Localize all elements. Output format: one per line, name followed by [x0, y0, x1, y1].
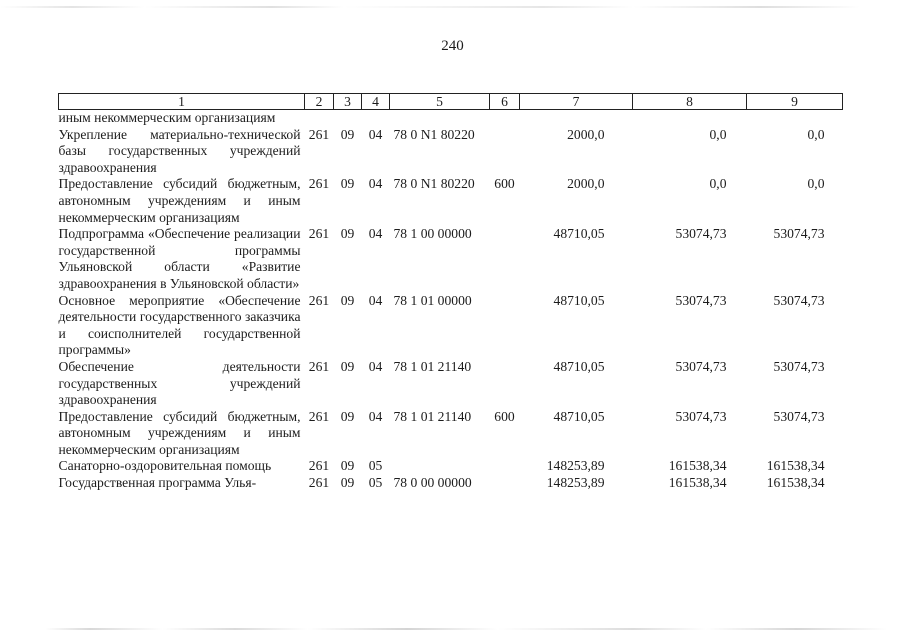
budget-table — [58, 93, 843, 492]
cell-amount-col8: 0,0 — [709, 176, 727, 192]
cell-amount-col8: 53074,73 — [675, 226, 727, 242]
cell-subsection-code: 04 — [368, 126, 383, 142]
cell-amount-col8: 0,0 — [709, 126, 727, 142]
row-name: Государственная программа Улья- — [58, 475, 257, 491]
cell-target-code — [390, 110, 490, 127]
scan-artifact-top — [0, 6, 905, 8]
column-header: 3 — [334, 94, 362, 110]
cell-amount-col8: 53074,73 — [675, 358, 727, 374]
cell-target-code: 78 0 00 00000 — [393, 475, 472, 491]
cell-amount-col9: 0,0 — [807, 176, 825, 192]
cell-amount-col9: 53074,73 — [773, 226, 825, 242]
cell-target-code: 78 1 01 21140 — [393, 358, 472, 374]
cell-amount-col9: 0,0 — [807, 126, 825, 142]
cell-amount-col7: 48710,05 — [553, 408, 605, 424]
table-row — [59, 409, 843, 459]
table-row — [59, 110, 843, 127]
cell-section-code — [334, 110, 362, 127]
cell-target-code: 78 1 01 00000 — [393, 292, 472, 308]
cell-amount-col9: 53074,73 — [773, 292, 825, 308]
column-header: 1 — [59, 94, 305, 110]
table-row — [59, 176, 843, 226]
cell-amount-col7: 148253,89 — [546, 475, 605, 491]
page-number: 240 — [441, 38, 464, 54]
cell-ministry-code: 261 — [308, 458, 330, 474]
column-header: 8 — [633, 94, 747, 110]
cell-section-code: 09 — [340, 475, 355, 491]
cell-target-code: 78 1 00 00000 — [393, 226, 472, 242]
cell-amount-col7: 48710,05 — [553, 226, 605, 242]
cell-ministry-code: 261 — [308, 358, 330, 374]
table-row — [59, 226, 843, 292]
row-name: Обеспечение деятельности государственных учреждений здравоохранения — [58, 358, 301, 408]
cell-expense-type: 600 — [494, 176, 515, 192]
cell-target-code: 78 0 N1 80220 — [393, 126, 475, 142]
column-header: 7 — [520, 94, 633, 110]
cell-amount-col9: 161538,34 — [766, 475, 825, 491]
cell-subsection-code: 04 — [368, 226, 383, 242]
cell-subsection-code: 05 — [368, 458, 383, 474]
cell-amount-col8: 53074,73 — [675, 408, 727, 424]
cell-section-code: 09 — [340, 126, 355, 142]
cell-amount-col9: 53074,73 — [773, 408, 825, 424]
cell-subsection-code: 04 — [368, 408, 383, 424]
cell-amount-col8: 161538,34 — [668, 458, 727, 474]
cell-expense-type — [490, 475, 520, 492]
row-name: Укрепление материально-технической базы государственных учреждений здравоохранения — [58, 126, 301, 175]
header-row — [59, 94, 843, 110]
cell-amount-col7: 2000,0 — [567, 126, 605, 142]
cell-subsection-code: 05 — [368, 475, 383, 491]
column-header: 5 — [390, 94, 490, 110]
cell-amount-col9: 53074,73 — [773, 358, 825, 374]
row-name: Предоставление субсидий бюджетным, автономным учреждениям и иным некоммерческим организациям — [58, 176, 301, 225]
cell-expense-type: 600 — [494, 408, 515, 424]
table-row — [59, 475, 843, 492]
cell-amount-col7: 2000,0 — [567, 176, 605, 192]
cell-expense-type — [490, 359, 520, 409]
cell-amount-col8 — [633, 110, 747, 127]
cell-expense-type — [490, 458, 520, 475]
cell-ministry-code: 261 — [308, 176, 330, 192]
cell-ministry-code — [305, 110, 334, 127]
cell-amount-col7 — [520, 110, 633, 127]
table-row — [59, 127, 843, 177]
cell-amount-col7: 148253,89 — [546, 458, 605, 474]
cell-amount-col7: 48710,05 — [553, 292, 605, 308]
cell-ministry-code: 261 — [308, 226, 330, 242]
cell-amount-col7: 48710,05 — [553, 358, 605, 374]
cell-expense-type — [490, 226, 520, 292]
cell-section-code: 09 — [340, 292, 355, 308]
scan-artifact-bottom — [0, 628, 905, 630]
column-header: 4 — [362, 94, 390, 110]
cell-ministry-code: 261 — [308, 408, 330, 424]
cell-section-code: 09 — [340, 358, 355, 374]
row-name: Подпрограмма «Обеспечение реализации государственной программы Ульяновской области «Развитие здравоохранения в Ульяновской области» — [58, 226, 301, 291]
column-header: 9 — [747, 94, 843, 110]
cell-ministry-code: 261 — [308, 292, 330, 308]
cell-section-code: 09 — [340, 458, 355, 474]
column-header: 6 — [490, 94, 520, 110]
cell-amount-col9 — [747, 110, 843, 127]
table-row — [59, 458, 843, 475]
cell-amount-col8: 53074,73 — [675, 292, 727, 308]
cell-subsection-code — [362, 110, 390, 127]
row-name: Основное мероприятие «Обеспечение деятельности государственного заказчика и соисполнителей государственной программы» — [58, 292, 301, 358]
table-row — [59, 293, 843, 359]
cell-expense-type — [490, 110, 520, 127]
cell-section-code: 09 — [340, 176, 355, 192]
cell-expense-type — [490, 127, 520, 177]
cell-amount-col8: 161538,34 — [668, 475, 727, 491]
cell-ministry-code: 261 — [308, 475, 330, 491]
cell-subsection-code: 04 — [368, 358, 383, 374]
row-name: Предоставление субсидий бюджетным, автономным учреждениям и иным некоммерческим организациям — [58, 408, 301, 457]
cell-ministry-code: 261 — [308, 126, 330, 142]
column-header: 2 — [305, 94, 334, 110]
row-name: Санаторно-оздоровительная помощь — [58, 458, 272, 474]
cell-subsection-code: 04 — [368, 292, 383, 308]
row-name: иным некоммерческим организациям — [58, 110, 276, 125]
cell-target-code — [390, 458, 490, 475]
cell-target-code: 78 1 01 21140 — [393, 408, 472, 424]
cell-section-code: 09 — [340, 226, 355, 242]
cell-amount-col9: 161538,34 — [766, 458, 825, 474]
cell-target-code: 78 0 N1 80220 — [393, 176, 475, 192]
cell-subsection-code: 04 — [368, 176, 383, 192]
cell-expense-type — [490, 293, 520, 359]
table-row — [59, 359, 843, 409]
cell-section-code: 09 — [340, 408, 355, 424]
